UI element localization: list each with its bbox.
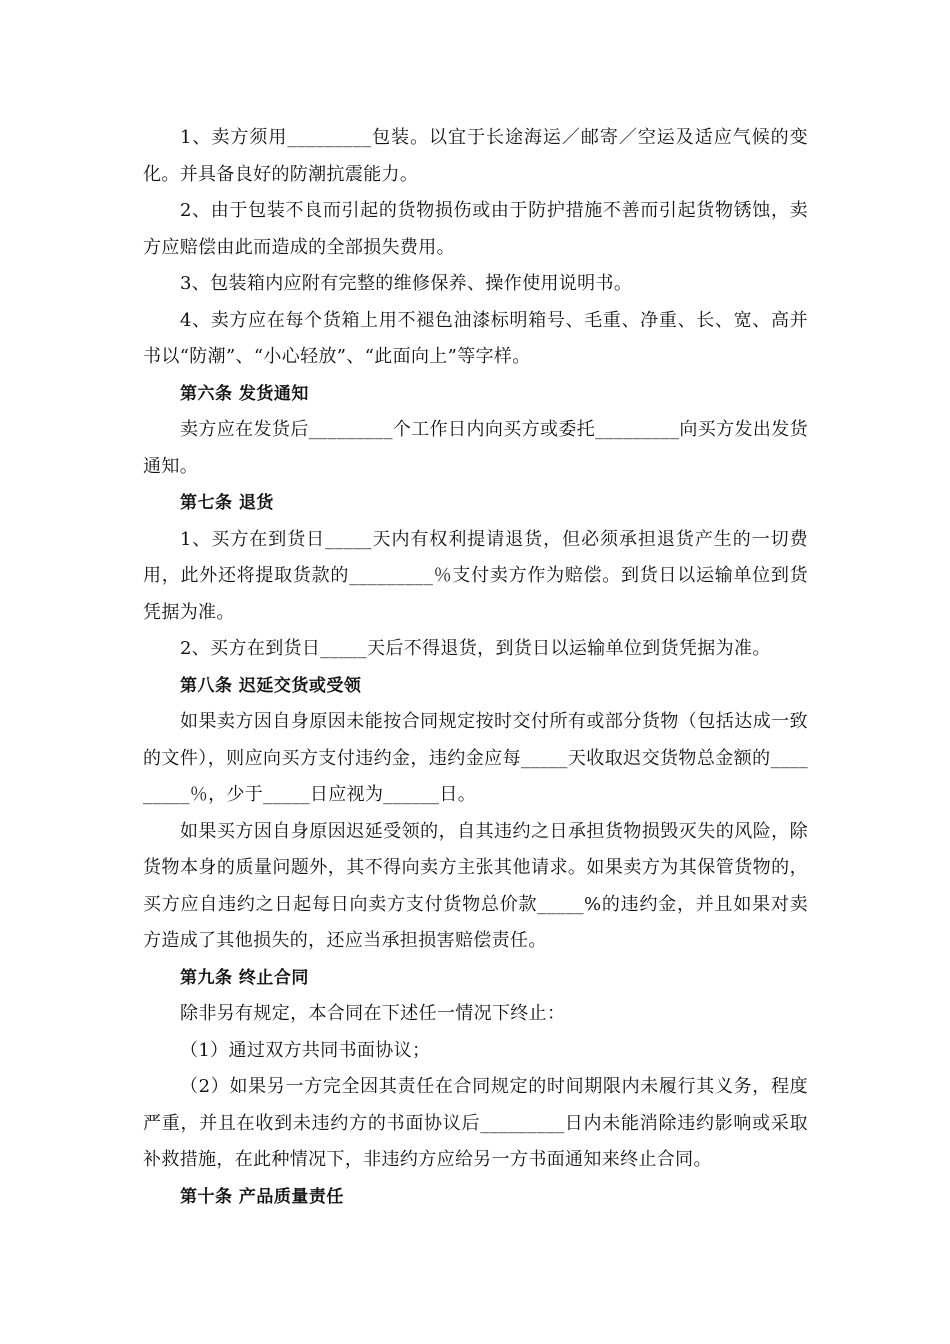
packaging-clause-2: 2、由于包装不良而引起的货物损伤或由于防护措施不善而引起货物锈蚀，卖方应赔偿由此而造成的全部损失费用。 [143,200,808,258]
article-9-heading: 第九条 终止合同 [180,967,309,988]
article-9-item-2: （2）如果另一方完全因其责任在合同规定的时间期限内未履行其义务，程度严重，并且在收到未违约方的书面协议后_________日内未能消除违约影响或采取补救措施，在此种情况下，非违约方应给另一方书面通知来终止合同。 [143,1076,808,1170]
packaging-clause-1: 1、卖方须用_________包装。以宜于长途海运／邮寄／空运及适应气候的变化。并具备良好的防潮抗震能力。 [143,127,808,185]
packaging-clause-4: 4、卖方应在每个货箱上用不褪色油漆标明箱号、毛重、净重、长、宽、高并书以“防潮”、“小心轻放”、“此面向上”等字样。 [143,309,808,367]
article-7-clause-1: 1、买方在到货日_____天内有权利提请退货，但必须承担退货产生的一切费用，此外还将提取货款的_________％支付卖方作为赔偿。到货日以运输单位到货凭据为准。 [143,528,808,623]
article-7-heading: 第七条 退货 [180,493,274,513]
article-9-intro: 除非另有规定，本合同在下述任一情况下终止： [180,1003,566,1024]
article-6-text: 卖方应在发货后_________个工作日内向买方或委托_________向买方发出发货通知。 [143,419,809,477]
article-7-clause-2: 2、买方在到货日_____天后不得退货，到货日以运输单位到货凭据为准。 [180,638,771,659]
packaging-clause-3: 3、包装箱内应附有完整的维修保养、操作使用说明书。 [180,273,633,294]
article-10-heading: 第十条 产品质量责任 [180,1186,344,1207]
article-8-heading: 第八条 迟延交货或受领 [180,675,362,696]
article-9-item-1: （1）通过双方共同书面协议； [180,1039,431,1061]
document-body [143,120,808,1215]
article-6-heading: 第六条 发货通知 [180,383,309,404]
article-8-para-1: 如果卖方因自身原因未能按合同规定按时交付所有或部分货物（包括达成一致的文件），则应向买方支付违约金，违约金应每_____天收取迟交货物总金额的_________％，少于_____日应视为______日。 [143,711,808,805]
article-8-para-2: 如果买方因自身原因迟延受领的，自其违约之日承担货物损毁灭失的风险，除货物本身的质量问题外，其不得向卖方主张其他请求。如果卖方为其保管货物的，买方应自违约之日起每日向卖方支付货物总价款_____%的违约金，并且如果对卖方造成了其他损失的，还应当承担损害赔偿责任。 [143,820,808,951]
